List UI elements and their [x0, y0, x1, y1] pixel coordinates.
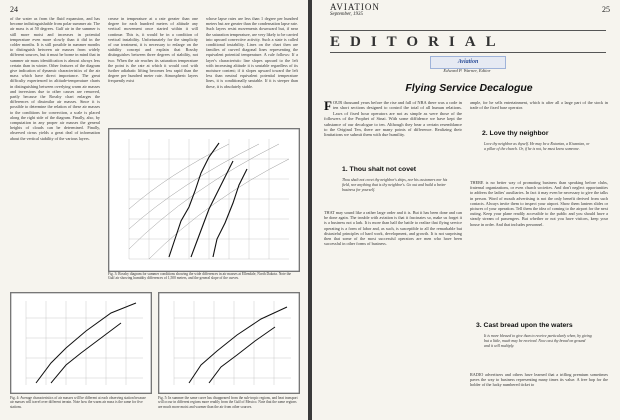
section-2-heading: 2. Love thy neighbor	[482, 130, 549, 137]
editor-credit: Edward P. Warner, Editor	[443, 68, 491, 73]
rossby-diagram-graphic	[109, 129, 299, 271]
page-number-right: 25	[602, 5, 610, 14]
figure-4-graphic	[11, 293, 151, 393]
rossby-diagram-figure	[108, 128, 300, 272]
section-3-heading: 3. Cast bread upon the waters	[476, 322, 573, 329]
section-1-heading: 1. Thou shalt not covet	[342, 166, 417, 173]
article-intro	[324, 100, 462, 170]
air-mass-chart-figure-5	[158, 292, 300, 394]
aviation-logo-text: Aviation	[457, 59, 479, 65]
left-page	[0, 0, 308, 420]
section-2-quote: Love thy neighbor as thyself. He may be a Rotarian, a Kiwanian, or a pillar of the church. Or, if he is not, he must know someone.	[484, 142, 590, 151]
section-1-quote: Thou shalt not covet thy neighbor's ships, nor his customers nor his field, nor anything that is thy neighbor's. Go out and build a better business for yourself.	[342, 178, 448, 192]
issue-date: September, 1935	[330, 12, 364, 17]
editorial-title: EDITORIAL	[330, 34, 506, 50]
magazine-header	[330, 3, 380, 19]
right-page	[312, 0, 620, 420]
title-rule-top	[330, 30, 606, 31]
left-col-2: crease in temperature at a rate greater than one degree for each hundred meters of altitude any vertical movement once started within it will continue. This is, it would be in a condition of vertical instability. Unfortunately for the simplicity of our treatment, it is necessary to enlarge on the stability concept and explain that Rossby distinguishes between three degrees of stability, not two. When the air reaches its saturation temperature the point is the rate at which it would cool with further adiabatic lifting becomes less rapid than the degree per hundred meter rate. Atmospheric layers frequently exist	[108, 16, 198, 84]
article-title: Flying Service Decalogue	[405, 82, 533, 94]
figure-5-graphic	[159, 293, 299, 393]
intro-text: OUR thousand years before the rise and fall of NRA there was a code in ten short sections designed to control the total of all human relations. Laws of fixed hour operators are not as simple as were those of the followers of the Prophet of Sinai. With some diffidence we have kept the substance of our decalogue to ten. Although they bear a certain resemblance to the Original Ten, there are many points of difference. Realizing their limitations we submit them with due humility.	[324, 100, 462, 138]
title-rule-bottom	[330, 52, 606, 53]
magazine-name: AVIATION	[330, 2, 380, 12]
section-2-body: THERE is no better way of promoting business than speaking before clubs, fraternal organizations, or even church societies. And don't neglect opportunities to address the ladies' auxiliaries. In fact it may even be necessary to give the talks in person. Word of mouth advertising is not the only benefit derived from such contacts. Always invite them to inspect your airport. Show them lantern slides or pictures of your operation. Tell them the idea of coming to the airport for the next outing. Keep your plane readily accessible to the public and you should have a steady stream of passengers. But whether or not you have visitors, keep your house in order. And that includes personnel.	[470, 180, 608, 227]
figure-3-caption: Fig. 3: Rossby diagram for summer conditions showing the wide differences in air masses at Ellendale, North Dakota. Note the Gulf air showing humidity differences of 1,500 meters, and the general slope of the curves.	[108, 272, 291, 281]
left-col-3: whose lapse rates are less than 1 degree per hundred meters but are greater than the condensation lapse rate. Such layers resist movements downward but, if near the saturation temperature, are very likely to be carried into upward convective activity. Such a state is called conditional instability. Lines on the chart then are families of curved diagonal lines representing the equivalent potential temperature. A rule follows: If a layer's characteristic line slopes upward to the left with increasing altitude it is unstable regardless of its moisture content; if it slopes upward toward the left less than neutral equivalent potential temperature lines, it is conditionally unstable. If it is steeper than these, it is absolutely stable.	[206, 16, 298, 89]
figure-4-caption: Fig. 4: Average characteristics of air masses will be different at each observing station because air masses will travel over different terrain. Note how the warm air mass is the same for five stations.	[10, 396, 146, 409]
page-number-left: 24	[10, 5, 18, 14]
intro-dropcap: F	[324, 98, 332, 113]
section-3-body: RADIO advertisers and others have learned that a trifling premium sometimes paves the way to business representing many times its value. A free hop for the holder of the lucky numbered ticket to	[470, 372, 608, 388]
left-col-1: of the water as from the fluid expansion, and has become indistinguishable from polar summer air. The air mass is at 50 degrees. Gulf air in the summer is still more moist and increases in potential temperature even more slowly than it did in the colder months. It is still possible in summer months to distinguish between air masses from widely different sources, but it must be borne in mind that in summer air mass identification is almost always less certain than in winter. Other features of the diagram give indication of dynamic characteristics of the air mass which have direct importance. The great difficulty experienced in altitude-temperature charts in distinguishing between overlying warm air masses and inversions due to other causes are removed, partly because the Rossby chart enlarges the differences of dissimilar air masses. Since it is possible to determine the relation of these air masses to the conditions for convection, a scale is placed along the right side of the diagram. Finally, also, by computation in any proper air masses the general heights of clouds can be determined. Finally, observed cirrus yields a great deal of information about the vertical stability of the various layers.	[10, 16, 100, 141]
section-3-quote: It is more blessed to give than to receive particularly when, by giving but a little, much may be received. Now cast thy bread on ground and it will multiply.	[484, 334, 592, 348]
air-mass-chart-figure-4	[10, 292, 152, 394]
figure-5-caption: Fig. 5: In summer the same curve has disappeared from the sub-tropic regions, and heat transport will occur in different regions more readily from the Gulf of Mexico. Note that the same regions are much more moist and warmer than the air from other sources.	[158, 396, 298, 409]
section-1-body: THAT may sound like a rather large order and it is. But it has been done and can be done again. The trouble with aviation is that it fascinates so, make us forget it is a business not a lark. It is more than half the battle to realize that flying service operating is a form of labor and, as such, is susceptible to all the remarkable but distasteful principles of hard work, development, and growth. It is not surprising then that some of the most successful operators are men who have been successful in other forms of business.	[324, 210, 462, 247]
right-column-top: ample, for he sells entertainment, which is after all a large part of the stock in trade of the fixed base operator.	[470, 100, 608, 111]
